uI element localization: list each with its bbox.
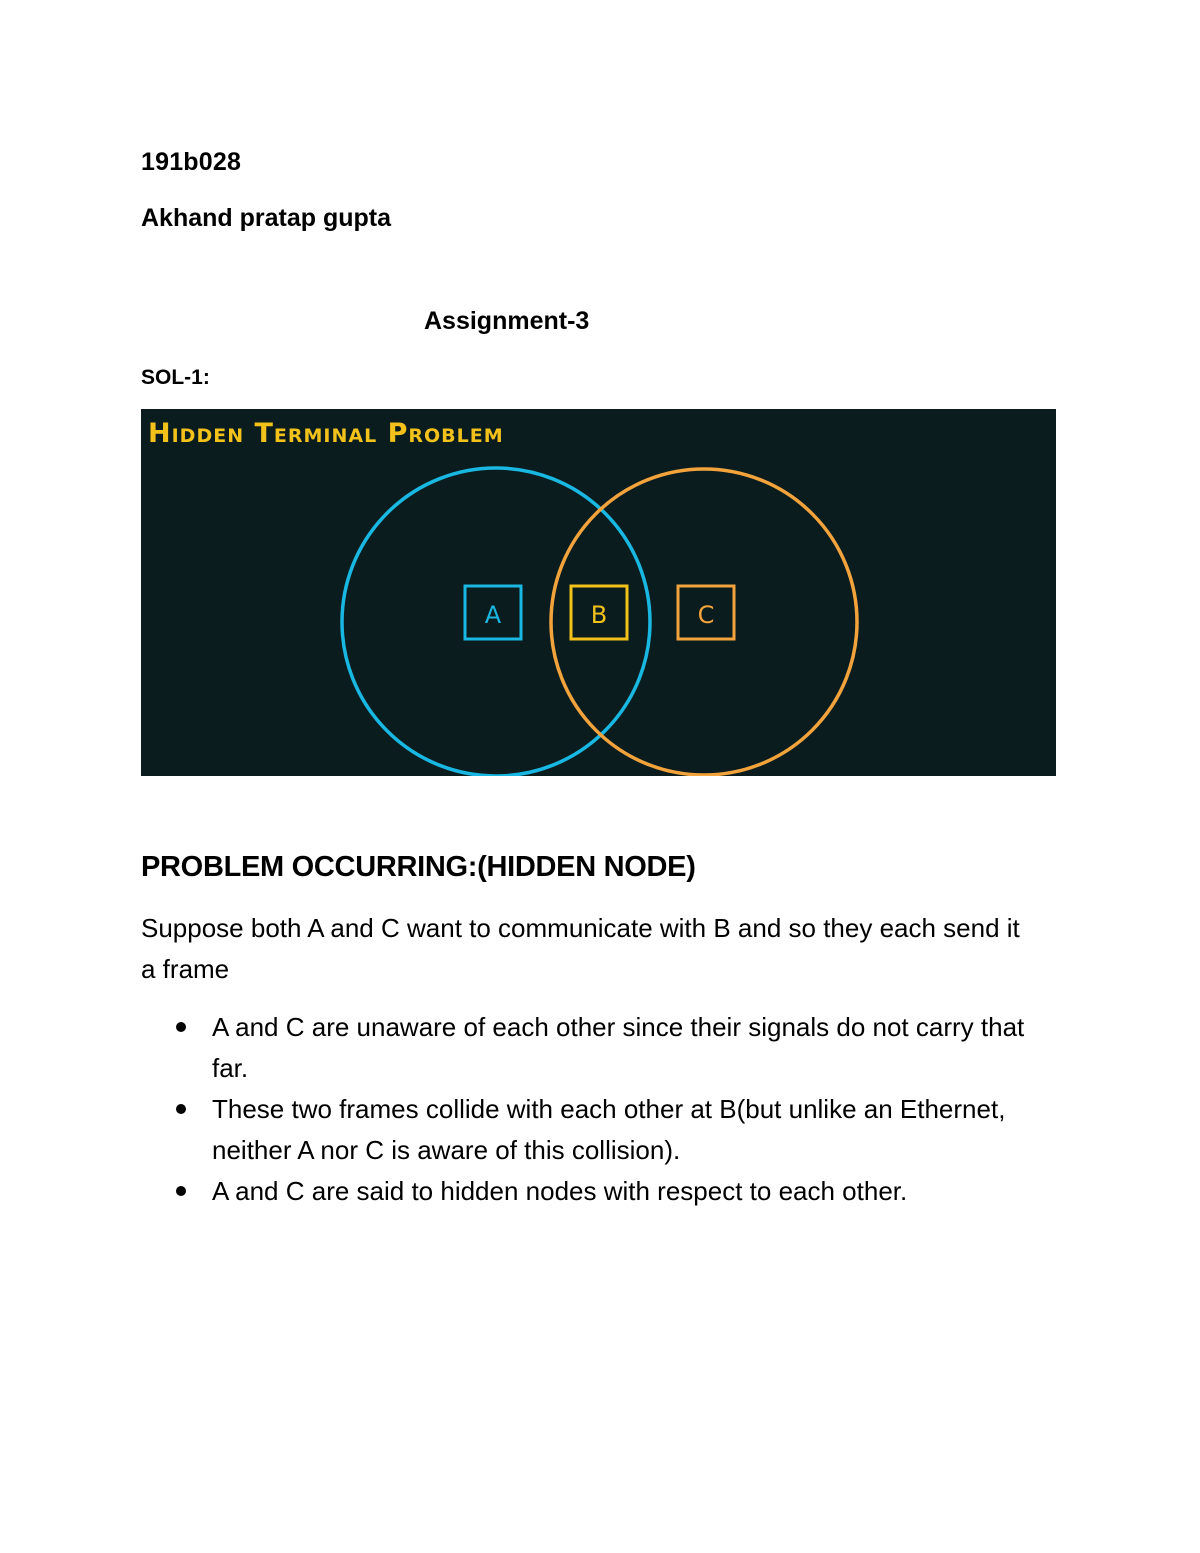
student-id: 191b028 [141, 148, 242, 176]
list-item-text: These two frames collide with each other at B(but unlike an Ethernet, neither A nor C is aware of this collision). [212, 1094, 1006, 1165]
author-name: Akhand pratap gupta [141, 204, 392, 232]
node-a-label: A [484, 601, 502, 629]
hidden-terminal-figure [141, 409, 1056, 776]
solution-label: SOL-1: [141, 366, 210, 389]
section-heading: PROBLEM OCCURRING:(HIDDEN NODE) [141, 851, 696, 883]
list-item [141, 1007, 1061, 1089]
node-b-label: B [590, 601, 608, 629]
list-item [141, 1089, 1061, 1171]
bullet-icon [176, 1022, 186, 1032]
assignment-title: Assignment-3 [424, 307, 590, 335]
hidden-terminal-diagram [141, 409, 1056, 776]
list-item [141, 1171, 1061, 1212]
figure-title: Hidden Terminal Problem [148, 418, 504, 449]
list-item-text: A and C are said to hidden nodes with respect to each other. [212, 1176, 908, 1206]
bullet-icon [176, 1186, 186, 1196]
figure-background [141, 409, 1056, 776]
section-paragraph: Suppose both A and C want to communicate with B and so they each send it a frame [141, 913, 1020, 984]
node-c-label: C [697, 601, 715, 629]
bullet-icon [176, 1104, 186, 1114]
bullet-list [141, 1007, 1061, 1212]
list-item-text: A and C are unaware of each other since their signals do not carry that far. [212, 1012, 1025, 1083]
